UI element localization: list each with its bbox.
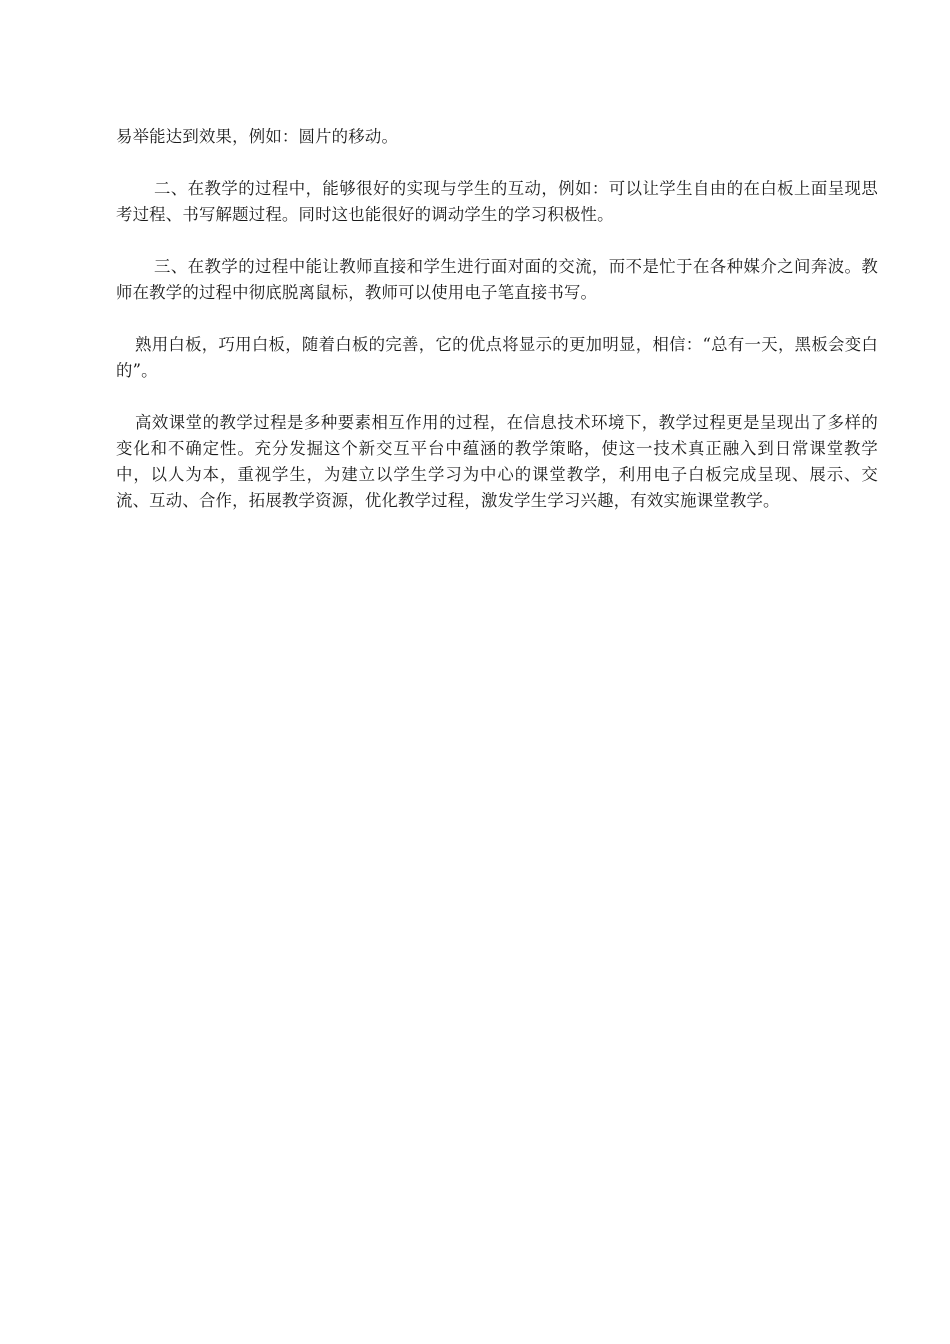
document-body <box>116 124 878 514</box>
paragraph-continuation: 易举能达到效果，例如：圆片的移动。 <box>116 127 399 146</box>
paragraph-point-three: 三、在教学的过程中能让教师直接和学生进行面对面的交流，而不是忙于在各种媒介之间奔波。教师在教学的过程中彻底脱离鼠标，教师可以使用电子笔直接书写。 <box>116 257 878 302</box>
paragraph-point-two: 二、在教学的过程中，能够很好的实现与学生的互动，例如：可以让学生自由的在白板上面呈现思考过程、书写解题过程。同时这也能很好的调动学生的学习积极性。 <box>116 179 878 224</box>
paragraph-conclusion: 高效课堂的教学过程是多种要素相互作用的过程，在信息技术环境下，教学过程更是呈现出了多样的变化和不确定性。充分发掘这个新交互平台中蕴涵的教学策略，使这一技术真正融入到日常课堂教学中，以人为本，重视学生，为建立以学生学习为中心的课堂教学，利用电子白板完成呈现、展示、交流、互动、合作，拓展教学资源，优化教学过程，激发学生学习兴趣，有效实施课堂教学。 <box>116 413 878 510</box>
paragraph-whiteboard-summary: 熟用白板，巧用白板，随着白板的完善，它的优点将显示的更加明显，相信：“总有一天，黑板会变白的”。 <box>116 335 878 380</box>
